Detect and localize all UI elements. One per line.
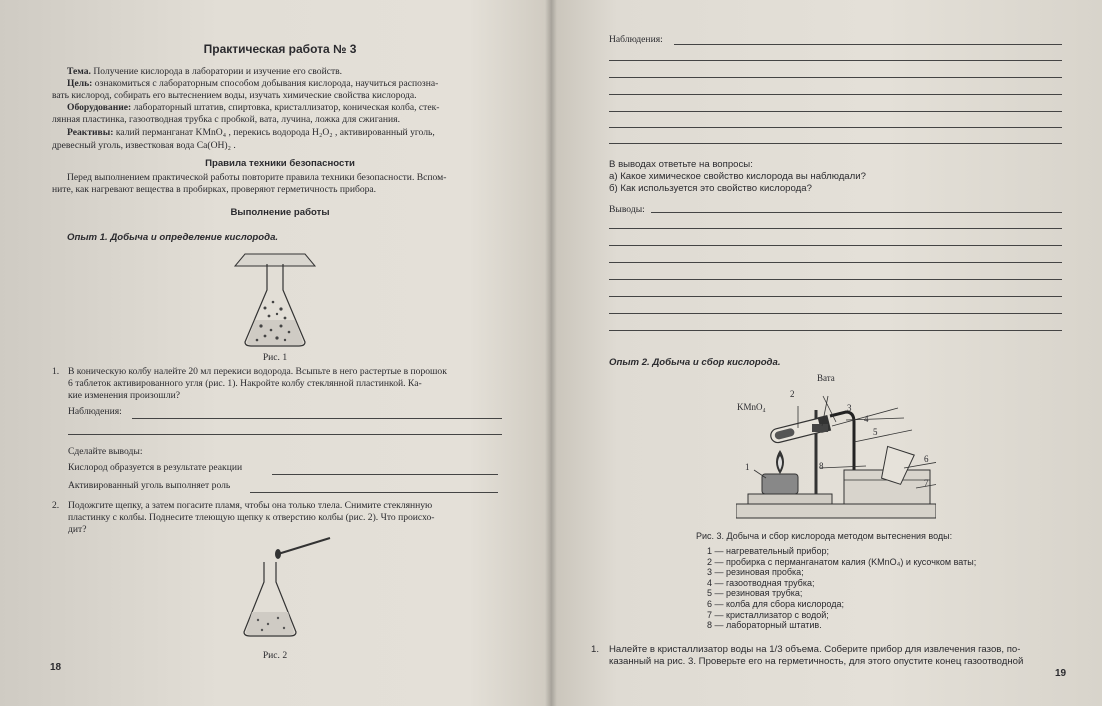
glass-plate: [235, 254, 315, 266]
legend-item: 4 — газоотводная трубка;: [707, 577, 815, 588]
answer-line[interactable]: [609, 262, 1062, 263]
legend-item: 7 — кристаллизатор с водой;: [707, 609, 829, 620]
reagents-label: Реактивы:: [67, 127, 114, 138]
step-1-text-cont: казанный на рис. 3. Проверьте его на герметичность, для этого опустите конец газоотводной: [609, 656, 1024, 667]
page-number: 19: [1055, 668, 1067, 679]
reagents-line: [67, 127, 435, 139]
step-2-question: дит?: [68, 524, 87, 535]
figure-3-apparatus: [736, 370, 936, 522]
figure-3-legend: [707, 546, 976, 631]
label-kmno4: KMnO₄: [737, 402, 766, 412]
figure-1-flask-with-plate: [225, 246, 325, 350]
label-cotton: Вата: [817, 373, 835, 383]
topic-label: Тема.: [67, 66, 91, 77]
equipment-line: [67, 102, 439, 114]
right-page: [551, 0, 1102, 706]
step-1-question: кие изменения произошли?: [68, 390, 181, 401]
legend-item: 8 — лабораторный штатив.: [707, 620, 822, 631]
question-b: б) Как используется это свойство кислорода?: [609, 183, 812, 194]
safety-text: Перед выполнением практической работы повторите правила техники безопасности. Вспом-: [67, 172, 447, 183]
label-1: 1: [745, 462, 750, 472]
answer-line[interactable]: [609, 143, 1062, 144]
step-2-text: Подожгите щепку, а затем погасите пламя, чтобы она только тлела. Снимите стеклянную: [68, 500, 433, 511]
figure-2-flask-with-splinter: [238, 532, 338, 644]
topic-line: [67, 66, 342, 78]
answer-line[interactable]: [609, 228, 1062, 229]
label-2: 2: [790, 389, 795, 399]
step-2-text-cont: пластинку с колбы. Поднесите тлеющую щепку к отверстию колбы (рис. 2). Что происхо-: [68, 512, 435, 523]
legend-item: 1 — нагревательный прибор;: [707, 546, 829, 556]
answer-line[interactable]: [609, 94, 1062, 95]
answer-line[interactable]: [250, 492, 498, 493]
flask-liquid: [247, 320, 303, 345]
step-1-text-cont: 6 таблеток активированного угля (рис. 1). Накройте колбу стеклянной пластинкой. Ка-: [68, 378, 422, 389]
label-4: 4: [864, 414, 869, 424]
legend-item: 6 — колба для сбора кислорода;: [707, 598, 844, 609]
conclusions-label: Выводы:: [609, 204, 645, 215]
work-heading: Выполнение работы: [230, 207, 330, 218]
answer-line[interactable]: [609, 279, 1062, 280]
figure-3-caption: Рис. 3. Добыча и сбор кислорода методом вытеснения воды:: [696, 531, 953, 541]
answer-line[interactable]: [68, 434, 502, 435]
answer-line[interactable]: [609, 330, 1062, 331]
step-1-text: Налейте в кристаллизатор воды на 1/3 объема. Соберите прибор для извлечения газов, по-: [609, 644, 1021, 655]
safety-heading: Правила техники безопасности: [205, 158, 355, 169]
label-6: 6: [924, 454, 929, 464]
step-1-number: 1.: [52, 366, 60, 377]
goal-text: ознакомиться с лабораторным способом добывания кислорода, научиться распозна-: [94, 78, 439, 89]
step-1-number: 1.: [591, 644, 600, 655]
topic-text: Получение кислорода в лаборатории и изучение его свойств.: [93, 66, 343, 77]
clamp: [812, 424, 828, 432]
legend-item: 5 — резиновая трубка;: [707, 588, 803, 599]
observations-label: Наблюдения:: [68, 406, 122, 417]
legend-item: 2 — пробирка с перманганатом калия (KMnO₄) и кусочком ваты;: [707, 556, 977, 567]
answer-line[interactable]: [609, 245, 1062, 246]
goal-text-cont: вать кислород, собирать его вытеснением воды, изучать химические свойства кислорода.: [52, 90, 417, 101]
equipment-text: лабораторный штатив, спиртовка, кристаллизатор, коническая колба, стек-: [133, 102, 440, 113]
equipment-label: Оборудование:: [67, 102, 132, 113]
observations-label: Наблюдения:: [609, 34, 663, 45]
safety-text-cont: ните, как нагревают вещества в пробирках, проверяют герметичность прибора.: [52, 184, 377, 195]
answer-line[interactable]: [609, 111, 1062, 112]
goal-label: Цель:: [67, 78, 93, 89]
step-1-text: В коническую колбу налейте 20 мл перекиси водорода. Всыпьте в него растертые в порошок: [68, 366, 447, 377]
conclusions-prompt: Сделайте выводы:: [68, 446, 143, 457]
splinter-tip: [275, 549, 281, 559]
figure-1-caption: Рис. 1: [262, 352, 288, 363]
heating-device: [762, 474, 798, 494]
flask-liquid: [246, 612, 294, 635]
answer-line[interactable]: [132, 418, 502, 419]
experiment-1-title: Опыт 1. Добыча и определение кислорода.: [67, 232, 279, 243]
label-7: 7: [924, 478, 929, 488]
base-board: [736, 504, 936, 518]
page-number: 18: [50, 662, 62, 673]
answer-line[interactable]: [272, 474, 498, 475]
step-2-number: 2.: [52, 500, 60, 511]
reagents-text-cont: древесный уголь, известковая вода Ca(OH)₂ .: [52, 140, 236, 151]
answer-line[interactable]: [609, 296, 1062, 297]
answer-line[interactable]: [609, 127, 1062, 128]
answer-line[interactable]: [609, 313, 1062, 314]
goal-line: [67, 78, 438, 90]
answer-line[interactable]: [609, 77, 1062, 78]
label-8: 8: [819, 461, 824, 471]
experiment-2-title: Опыт 2. Добыча и сбор кислорода.: [609, 357, 781, 368]
label-5: 5: [873, 427, 878, 437]
equipment-text-cont: лянная пластинка, газоотводная трубка с пробкой, вата, лучина, ложка для сжигания.: [52, 114, 400, 125]
answer-line[interactable]: [674, 44, 1062, 45]
book-spine: [545, 0, 557, 706]
questions-intro: В выводах ответьте на вопросы:: [609, 159, 753, 170]
coal-role-label: Активированный уголь выполняет роль: [68, 480, 231, 491]
wooden-splinter: [278, 538, 330, 554]
stand-base: [748, 494, 832, 504]
answer-line[interactable]: [609, 60, 1062, 61]
oxygen-reaction-label: Кислород образуется в результате реакции: [68, 462, 243, 473]
reagents-text: калий перманганат KMnO₄ , перекись водорода H₂O₂ , активированный уголь,: [115, 127, 435, 138]
legend-item: 3 — резиновая пробка;: [707, 567, 804, 578]
label-3: 3: [847, 403, 852, 413]
page-title: Практическая работа № 3: [203, 42, 357, 56]
figure-2-caption: Рис. 2: [262, 650, 288, 661]
answer-line[interactable]: [651, 212, 1062, 213]
question-a: а) Какое химическое свойство кислорода вы наблюдали?: [609, 171, 866, 182]
